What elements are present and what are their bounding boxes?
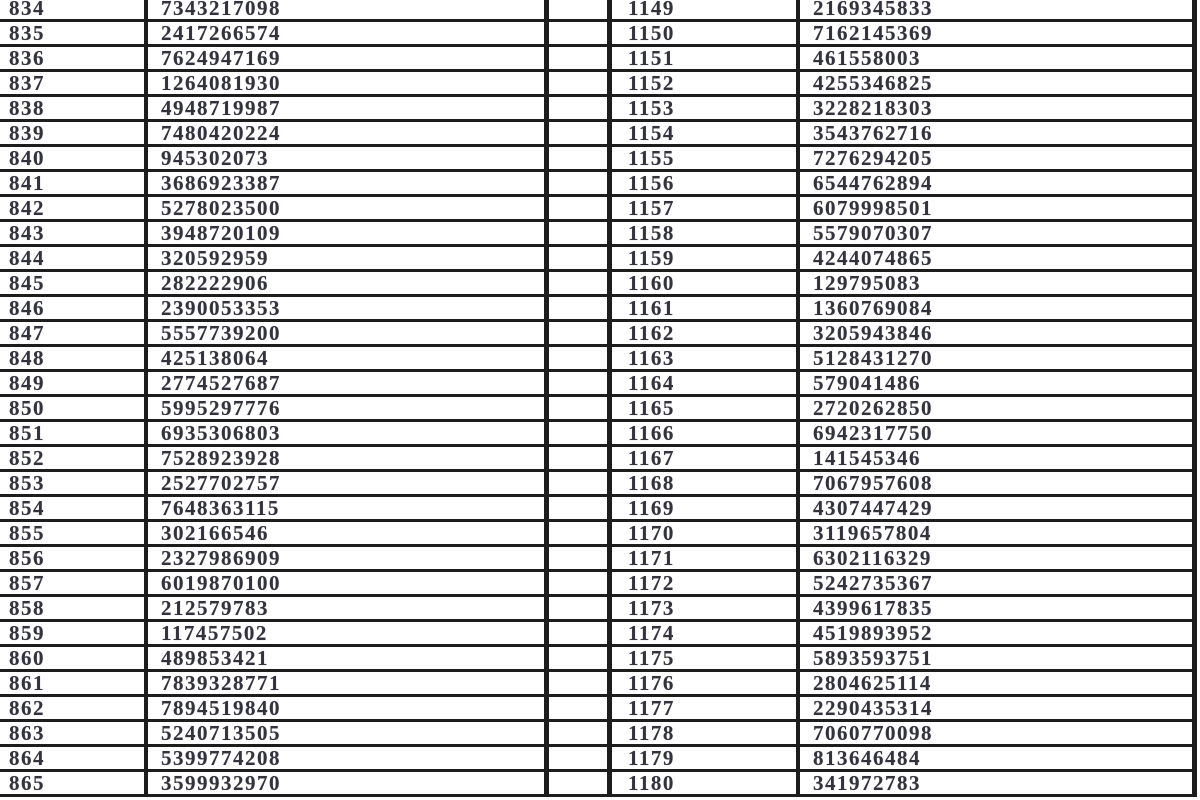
spacer-cell bbox=[549, 97, 612, 122]
right-value-cell: 3119657804 bbox=[800, 522, 1197, 547]
right-value-cell: 4244074865 bbox=[800, 247, 1197, 272]
left-value-cell: 7528923928 bbox=[148, 447, 549, 472]
spacer-cell bbox=[549, 522, 612, 547]
right-value-cell: 7276294205 bbox=[800, 147, 1197, 172]
spacer-cell bbox=[549, 197, 612, 222]
spacer-cell bbox=[549, 672, 612, 697]
left-serial-cell: 834 bbox=[0, 0, 148, 22]
right-value-cell: 4519893952 bbox=[800, 622, 1197, 647]
left-value-cell: 2527702757 bbox=[148, 472, 549, 497]
right-serial-cell: 1162 bbox=[612, 322, 800, 347]
left-serial-cell: 861 bbox=[0, 672, 148, 697]
spacer-cell bbox=[549, 422, 612, 447]
right-serial-cell: 1163 bbox=[612, 347, 800, 372]
spacer-cell bbox=[549, 72, 612, 97]
left-serial-cell: 841 bbox=[0, 172, 148, 197]
right-serial-cell: 1166 bbox=[612, 422, 800, 447]
left-serial-cell: 855 bbox=[0, 522, 148, 547]
right-serial-cell: 1153 bbox=[612, 97, 800, 122]
left-value-cell: 2327986909 bbox=[148, 547, 549, 572]
spacer-cell bbox=[549, 547, 612, 572]
spacer-cell bbox=[549, 22, 612, 47]
left-serial-cell: 843 bbox=[0, 222, 148, 247]
spacer-cell bbox=[549, 47, 612, 72]
right-serial-cell: 1165 bbox=[612, 397, 800, 422]
left-serial-cell: 836 bbox=[0, 47, 148, 72]
right-value-cell: 3228218303 bbox=[800, 97, 1197, 122]
right-serial-cell: 1168 bbox=[612, 472, 800, 497]
right-serial-cell: 1180 bbox=[612, 772, 800, 797]
spacer-cell bbox=[549, 147, 612, 172]
left-value-cell: 320592959 bbox=[148, 247, 549, 272]
left-serial-cell: 863 bbox=[0, 722, 148, 747]
left-serial-cell: 849 bbox=[0, 372, 148, 397]
spacer-cell bbox=[549, 272, 612, 297]
left-serial-cell: 840 bbox=[0, 147, 148, 172]
left-value-cell: 7648363115 bbox=[148, 497, 549, 522]
left-serial-cell: 862 bbox=[0, 697, 148, 722]
left-value-cell: 7894519840 bbox=[148, 697, 549, 722]
left-value-cell: 1264081930 bbox=[148, 72, 549, 97]
right-value-cell: 4255346825 bbox=[800, 72, 1197, 97]
right-serial-cell: 1154 bbox=[612, 122, 800, 147]
left-serial-cell: 835 bbox=[0, 22, 148, 47]
left-value-cell: 6019870100 bbox=[148, 572, 549, 597]
spacer-cell bbox=[549, 622, 612, 647]
right-value-cell: 813646484 bbox=[800, 747, 1197, 772]
left-value-cell: 7624947169 bbox=[148, 47, 549, 72]
right-value-cell: 3205943846 bbox=[800, 322, 1197, 347]
right-value-cell: 2290435314 bbox=[800, 697, 1197, 722]
left-serial-cell: 852 bbox=[0, 447, 148, 472]
left-value-cell: 302166546 bbox=[148, 522, 549, 547]
left-serial-cell: 838 bbox=[0, 97, 148, 122]
spacer-cell bbox=[549, 747, 612, 772]
spacer-cell bbox=[549, 247, 612, 272]
left-serial-cell: 853 bbox=[0, 472, 148, 497]
left-value-cell: 7343217098 bbox=[148, 0, 549, 22]
left-value-cell: 3599932970 bbox=[148, 772, 549, 797]
left-serial-cell: 842 bbox=[0, 197, 148, 222]
right-serial-cell: 1170 bbox=[612, 522, 800, 547]
right-value-cell: 2169345833 bbox=[800, 0, 1197, 22]
right-value-cell: 5242735367 bbox=[800, 572, 1197, 597]
left-serial-cell: 850 bbox=[0, 397, 148, 422]
left-value-cell: 282222906 bbox=[148, 272, 549, 297]
right-serial-cell: 1174 bbox=[612, 622, 800, 647]
left-value-cell: 489853421 bbox=[148, 647, 549, 672]
left-serial-cell: 839 bbox=[0, 122, 148, 147]
right-serial-cell: 1178 bbox=[612, 722, 800, 747]
left-value-cell: 945302073 bbox=[148, 147, 549, 172]
spacer-cell bbox=[549, 472, 612, 497]
right-serial-cell: 1158 bbox=[612, 222, 800, 247]
right-serial-cell: 1173 bbox=[612, 597, 800, 622]
left-value-cell: 2390053353 bbox=[148, 297, 549, 322]
left-value-cell: 5278023500 bbox=[148, 197, 549, 222]
left-serial-cell: 858 bbox=[0, 597, 148, 622]
right-value-cell: 6079998501 bbox=[800, 197, 1197, 222]
right-value-cell: 6544762894 bbox=[800, 172, 1197, 197]
right-value-cell: 6942317750 bbox=[800, 422, 1197, 447]
spacer-cell bbox=[549, 497, 612, 522]
right-value-cell: 7067957608 bbox=[800, 472, 1197, 497]
right-value-cell: 4307447429 bbox=[800, 497, 1197, 522]
right-serial-cell: 1157 bbox=[612, 197, 800, 222]
left-serial-cell: 856 bbox=[0, 547, 148, 572]
right-value-cell: 461558003 bbox=[800, 47, 1197, 72]
left-value-cell: 5995297776 bbox=[148, 397, 549, 422]
spacer-cell bbox=[549, 722, 612, 747]
spacer-cell bbox=[549, 572, 612, 597]
left-value-cell: 2417266574 bbox=[148, 22, 549, 47]
right-serial-cell: 1152 bbox=[612, 72, 800, 97]
left-serial-cell: 857 bbox=[0, 572, 148, 597]
right-value-cell: 4399617835 bbox=[800, 597, 1197, 622]
spacer-cell bbox=[549, 297, 612, 322]
right-value-cell: 2720262850 bbox=[800, 397, 1197, 422]
spacer-cell bbox=[549, 647, 612, 672]
right-value-cell: 3543762716 bbox=[800, 122, 1197, 147]
left-serial-cell: 844 bbox=[0, 247, 148, 272]
spacer-cell bbox=[549, 122, 612, 147]
right-value-cell: 129795083 bbox=[800, 272, 1197, 297]
spacer-cell bbox=[549, 222, 612, 247]
right-value-cell: 341972783 bbox=[800, 772, 1197, 797]
right-serial-cell: 1159 bbox=[612, 247, 800, 272]
spacer-cell bbox=[549, 347, 612, 372]
right-value-cell: 1360769084 bbox=[800, 297, 1197, 322]
left-value-cell: 2774527687 bbox=[148, 372, 549, 397]
right-serial-cell: 1156 bbox=[612, 172, 800, 197]
spacer-cell bbox=[549, 372, 612, 397]
left-serial-cell: 864 bbox=[0, 747, 148, 772]
left-serial-cell: 865 bbox=[0, 772, 148, 797]
spacer-cell bbox=[549, 597, 612, 622]
right-value-cell: 5128431270 bbox=[800, 347, 1197, 372]
right-value-cell: 7060770098 bbox=[800, 722, 1197, 747]
left-value-cell: 212579783 bbox=[148, 597, 549, 622]
right-value-cell: 141545346 bbox=[800, 447, 1197, 472]
spacer-cell bbox=[549, 322, 612, 347]
left-serial-cell: 859 bbox=[0, 622, 148, 647]
left-serial-cell: 848 bbox=[0, 347, 148, 372]
right-serial-cell: 1175 bbox=[612, 647, 800, 672]
right-serial-cell: 1150 bbox=[612, 22, 800, 47]
left-value-cell: 117457502 bbox=[148, 622, 549, 647]
right-serial-cell: 1177 bbox=[612, 697, 800, 722]
left-value-cell: 7480420224 bbox=[148, 122, 549, 147]
left-value-cell: 5240713505 bbox=[148, 722, 549, 747]
right-serial-cell: 1179 bbox=[612, 747, 800, 772]
left-serial-cell: 854 bbox=[0, 497, 148, 522]
spacer-cell bbox=[549, 697, 612, 722]
left-serial-cell: 847 bbox=[0, 322, 148, 347]
right-serial-cell: 1151 bbox=[612, 47, 800, 72]
right-value-cell: 5893593751 bbox=[800, 647, 1197, 672]
right-serial-cell: 1172 bbox=[612, 572, 800, 597]
right-serial-cell: 1164 bbox=[612, 372, 800, 397]
left-serial-cell: 837 bbox=[0, 72, 148, 97]
right-value-cell: 579041486 bbox=[800, 372, 1197, 397]
spacer-cell bbox=[549, 397, 612, 422]
left-value-cell: 7839328771 bbox=[148, 672, 549, 697]
right-serial-cell: 1160 bbox=[612, 272, 800, 297]
right-serial-cell: 1176 bbox=[612, 672, 800, 697]
right-value-cell: 5579070307 bbox=[800, 222, 1197, 247]
spacer-cell bbox=[549, 772, 612, 797]
left-serial-cell: 845 bbox=[0, 272, 148, 297]
left-value-cell: 3948720109 bbox=[148, 222, 549, 247]
right-serial-cell: 1171 bbox=[612, 547, 800, 572]
right-serial-cell: 1155 bbox=[612, 147, 800, 172]
left-serial-cell: 860 bbox=[0, 647, 148, 672]
right-serial-cell: 1169 bbox=[612, 497, 800, 522]
spacer-cell bbox=[549, 447, 612, 472]
right-serial-cell: 1161 bbox=[612, 297, 800, 322]
left-value-cell: 6935306803 bbox=[148, 422, 549, 447]
right-value-cell: 2804625114 bbox=[800, 672, 1197, 697]
left-serial-cell: 846 bbox=[0, 297, 148, 322]
right-serial-cell: 1167 bbox=[612, 447, 800, 472]
spacer-cell bbox=[549, 0, 612, 22]
left-value-cell: 425138064 bbox=[148, 347, 549, 372]
right-value-cell: 7162145369 bbox=[800, 22, 1197, 47]
right-value-cell: 6302116329 bbox=[800, 547, 1197, 572]
left-value-cell: 5557739200 bbox=[148, 322, 549, 347]
left-value-cell: 4948719987 bbox=[148, 97, 549, 122]
left-value-cell: 3686923387 bbox=[148, 172, 549, 197]
spacer-cell bbox=[549, 172, 612, 197]
left-serial-cell: 851 bbox=[0, 422, 148, 447]
left-value-cell: 5399774208 bbox=[148, 747, 549, 772]
right-serial-cell: 1149 bbox=[612, 0, 800, 22]
